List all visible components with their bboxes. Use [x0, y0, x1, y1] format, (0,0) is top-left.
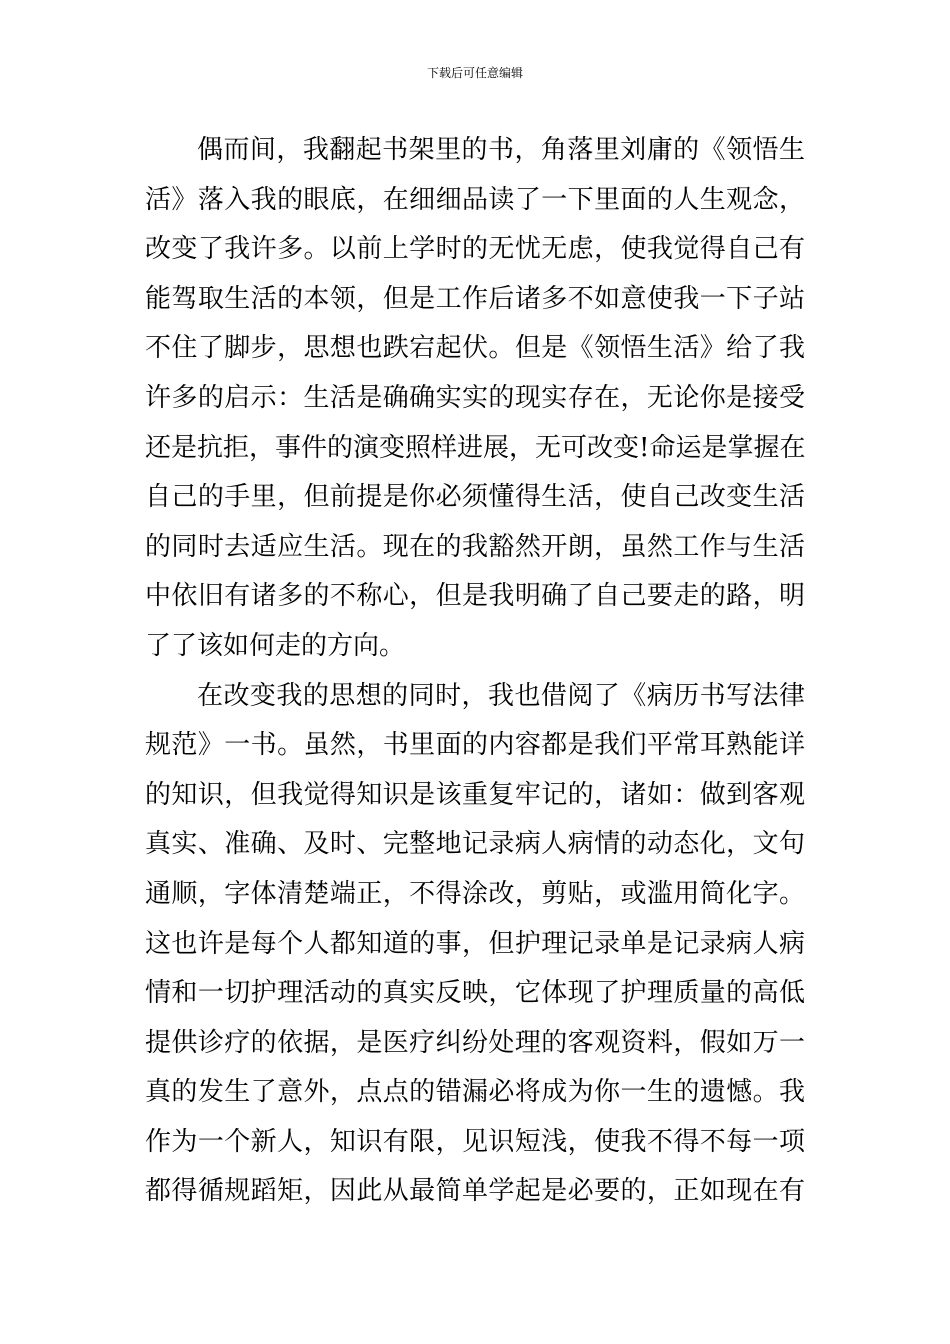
text-line: 真的发生了意外，点点的错漏必将成为你一生的遗憾。我 [145, 1077, 805, 1108]
text-line: 情和一切护理活动的真实反映，它体现了护理质量的高低 [145, 978, 805, 1009]
text-line: 了了该如何走的方向。 [145, 630, 406, 661]
text-line: 在改变我的思想的同时，我也借阅了《病历书写法律 [197, 680, 805, 711]
text-line: 中依旧有诸多的不称心，但是我明确了自己要走的路，明 [145, 581, 805, 612]
paragraph-1 [145, 126, 805, 672]
text-line: 规范》一书。虽然，书里面的内容都是我们平常耳熟能详 [145, 730, 805, 761]
text-line: 提供诊疗的依据，是医疗纠纷处理的客观资料，假如万一 [145, 1027, 805, 1058]
text-line: 通顺，字体清楚端正，不得涂改，剪贴，或滥用简化字。 [145, 878, 805, 909]
text-line: 改变了我许多。以前上学时的无忧无虑，使我觉得自己有 [145, 234, 805, 265]
text-line: 的知识，但我觉得知识是该重复牢记的，诸如：做到客观 [145, 779, 805, 810]
text-line: 活》落入我的眼底，在细细品读了一下里面的人生观念， [145, 184, 805, 215]
text-line: 能驾取生活的本领，但是工作后诸多不如意使我一下子站 [145, 283, 805, 314]
text-line: 还是抗拒，事件的演变照样进展，无可改变!命运是掌握在 [145, 432, 805, 463]
text-line: 都得循规蹈矩，因此从最简单学起是必要的，正如现在有 [145, 1176, 805, 1207]
text-line: 作为一个新人，知识有限，见识短浅，使我不得不每一项 [145, 1126, 805, 1157]
text-line: 自己的手里，但前提是你必须懂得生活，使自己改变生活 [145, 482, 805, 513]
text-line: 许多的启示：生活是确确实实的现实存在，无论你是接受 [145, 382, 805, 413]
body-text [145, 126, 805, 1217]
text-line: 的同时去适应生活。现在的我豁然开朗，虽然工作与生活 [145, 531, 805, 562]
page-header: 下载后可任意编辑 [426, 66, 523, 80]
text-line: 偶而间，我翻起书架里的书，角落里刘庸的《领悟生 [197, 135, 805, 165]
text-line: 不住了脚步，思想也跌宕起伏。但是《领悟生活》给了我 [145, 333, 805, 364]
text-line: 这也许是每个人都知道的事，但护理记录单是记录病人病 [145, 928, 805, 959]
text-line: 真实、准确、及时、完整地记录病人病情的动态化，文句 [145, 829, 805, 860]
paragraph-2 [145, 672, 805, 1218]
